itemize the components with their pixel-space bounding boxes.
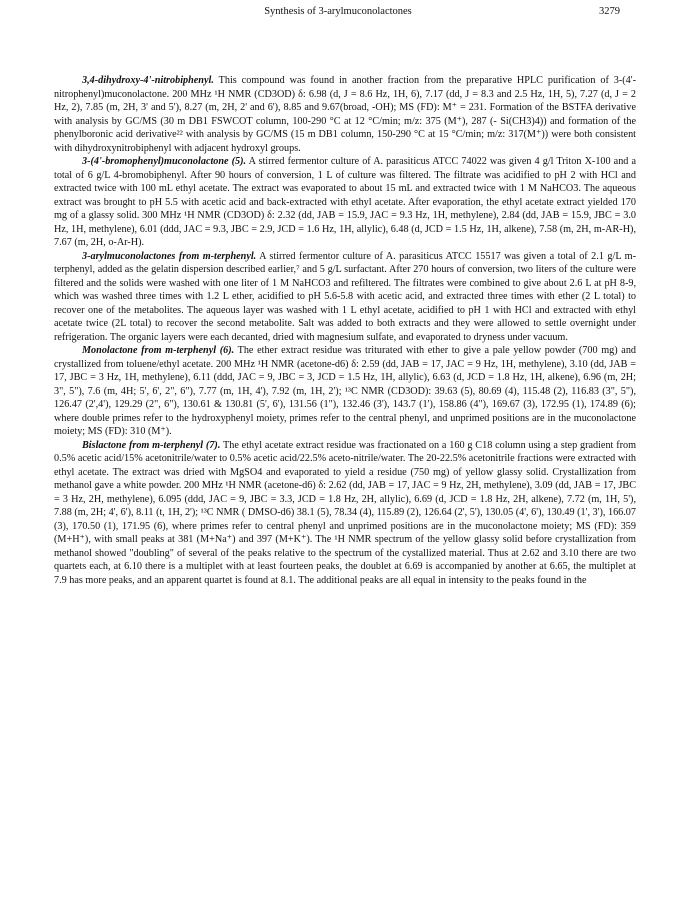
paragraph-text: A stirred fermentor culture of A. parasiticus ATCC 74022 was given 4 g/l Triton X-100 and a total of 6 g/L 4-bromobiphenyl. After 90 hours of conversion, 1 L of culture was filtered. The filtrate was acidified to pH 2 with HCl and extracted twice with 100 mL ethyl acetate. The extract was evaporated to about 15 mL and extracted twice with 1 M NaHCO3. The aqueous extract was brought to pH 5.5 with acetic acid and back-extracted with ethyl acetate. After evaporation, the ethyl acetate extract yielded 170 mg of a glassy solid. 300 MHz ¹H NMR (CD3OD) δ: 2.32 (dd, JAB = 15.9, JAC = 9.3 Hz, 1H, methylene), 2.84 (dd, JAB = 15.9, JBC = 3.0 Hz, 1H, methylene), 6.01 (ddd, JAC = 9.3, JBC = 2.9, JCD = 1.6 Hz, 1H, allylic), 6.48 (d, JCD = 1.5 Hz, 1H, alkene), 7.58 (m, 2H, m-AR-H), 7.67 (m, 2H, o-Ar-H). (54, 156, 636, 248)
paragraph-arylmuconolactones (54, 250, 636, 345)
paragraph-text: This compound was found in another fraction from the preparative HPLC purification of 3-(4'-nitrophenyl)muconolactone. 200 MHz ¹H NMR (CD3OD) δ: 6.98 (d, J = 8.6 Hz, 1H, 6), 7.17 (dd, J = 8.3 and 2.5 Hz, 1H, 5), 7.27 (d, J = 2 Hz, 2), 7.85 (m, 2H, 3' and 5'), 8.27 (m, 2H, 2' and 6'), 8.85 and 9.67(broad, -OH); MS (FD): M⁺ = 231. Formation of the BSTFA derivative with analysis by GC/MS (30 m DB1 FSWCOT column, 100-290 °C at 12 °C/min; m/z: 375 (M⁺), 287 (- Si(CH3)4)) and formation of the phenylboronic acid derivative²² with analysis by GC/MS (15 m DB1 column, 150-290 °C at 15 °C/min; m/z: 317(M⁺)) were both consistent with dihydroxynitrobiphenyl with adjacent hydroxyl groups. (54, 75, 636, 154)
paragraph-text: The ethyl acetate extract residue was fractionated on a 160 g C18 column using a step gradient from 0.5% acetic acid/15% acetonitrile/water to 0.5% acetic acid/22.5% aceto-nitrile/water. The 20-22.5% acetonitrile fractions were extracted with ethyl acetate. The extract was dried with MgSO4 and evaporated to yield a residue (750 mg) of yellow glassy solid. Crystallization from methanol gave a white powder. 200 MHz ¹H NMR (acetone-d6) δ: 2.62 (dd, JAB = 17, JAC = 9 Hz, 2H, methylene), 3.09 (dd, JAB = 17, JBC = 3 Hz, 2H, methylene), 6.095 (ddd, JAC = 9, JBC = 3.3, JCD = 1.8 Hz, 2H, allylic), 6.69 (d, JCD = 1.8 Hz, 2H, alkene), 7.72 (m, 1H, 5'), 7.88 (m, 2H; 4', 6'), 8.11 (t, 1H, 2'); ¹³C NMR ( DMSO-d6) 38.1 (5), 78.34 (4), 115.89 (2), 126.64 (2', 5'), 130.05 (4', 6'), 130.49 (1', 3'), 166.07 (3), 170.50 (1), 171.95 (6), where primes refer to central phenyl and unprimed positions are in the muconolactone moiety; MS (FD): 359 (M+H⁺), with small peaks at 381 (M+Na⁺) and 397 (M+K⁺). The ¹H NMR spectrum of the yellow glassy solid before crystallization from methanol showed "doubling" of several of the peaks relative to the spectrum of the cystallized material. Thus at 2.62 and 3.10 there are two quartets each, at 6.10 there is a multiplet with at least fourteen peaks, the doublet at 6.69 is accompanied by another at 6.65, the multiplet at 7.9 has more peaks, and an apparent quartet is found at 8.1. The additional peaks are all equal in intensity to the peaks found in the (54, 439, 636, 586)
article-body (54, 74, 636, 587)
section-heading: 3,4-dihydroxy-4'-nitrobiphenyl. (82, 75, 214, 86)
running-title: Synthesis of 3-arylmuconolactones (264, 6, 412, 17)
page-header (0, 6, 676, 22)
paragraph-text: The ether extract residue was triturated with ether to give a pale yellow powder (700 mg) and crystallized from toluene/ethyl acetate. 200 MHz ¹H NMR (acetone-d6) δ: 2.59 (dd, JAB = 17, JAC = 9 Hz, 1H, methylene), 3.10 (dd, JAB = 17, JBC = 3 Hz, 1H, methylene), 6.11 (ddd, JAC = 9, JBC = 3, JCD = 1.5 Hz, 1H, allylic), 6.63 (d, JCD = 1.8 Hz, 1H, alkene), 6.96 (m, 2H; 3", 5"), 7.6 (m, 4H; 5', 6', 2", 6"), 7.77 (m, 1H, 4'), 7.92 (m, 1H, 2'); ¹³C NMR (CD3OD): 39.63 (5), 80.69 (4), 115.48 (2), 116.83 (3", 5"), 126.47 (2',4'), 129.29 (2", 6"), 130.61 & 130.81 (5', 6'), 131.56 (1"), 132.46 (3'), 143.7 (1'), 158.86 (4"), 169.67 (3), 172.95 (1), 174.89 (6); where double primes refer to the hydroxyphenyl moiety, primes refer to the central phenyl, and unprimed positions are in the muconolactone moiety; MS (FD): 310 (M⁺). (54, 345, 637, 437)
section-heading: 3-arylmuconolactones from m-terphenyl. (82, 250, 257, 262)
page-number: 3279 (599, 6, 620, 17)
paragraph-bislactone (54, 439, 636, 588)
paragraph-dihydroxy-nitrobiphenyl (54, 74, 636, 155)
paragraph-monolactone (54, 344, 636, 439)
section-heading: Bislactone from m-terphenyl (7). (82, 439, 221, 451)
section-heading: Monolactone from m-terphenyl (6). (82, 345, 235, 356)
paragraph-bromophenyl-muconolactone (54, 155, 636, 250)
paragraph-text: A stirred fermentor culture of A. parasiticus ATCC 15517 was given a total of 2.1 g/L m-terphenyl, added as the gelatin dispersion described earlier,⁷ and 5 g/L surfactant. After 270 hours of conversion, two liters of the culture were filtered and the solids were washed with one liter of 1 M NaHCO3 and refiltered. The filtrates were combined to give about 2.6 L at pH 8-9, which was washed three times with 1.2 L ether, acidified to pH 5.6-5.8 with acetic acid, and extracted three times with ether (2 L total) to recover one of the metabolites. The aqueous layer was washed with 1 L ethyl acetate, acidified to pH 1 with HCl and extracted with ethyl acetate twice (2L total) to recover the second metabolite. Salt was added to both extracts and they were allowed to settle overnight under refrigeration. The organic layers were each decanted, dried with magnesium sulfate, and evaporated to dryness under vacuum. (54, 250, 636, 343)
section-heading: 3-(4'-bromophenyl)muconolactone (5). (82, 156, 247, 167)
